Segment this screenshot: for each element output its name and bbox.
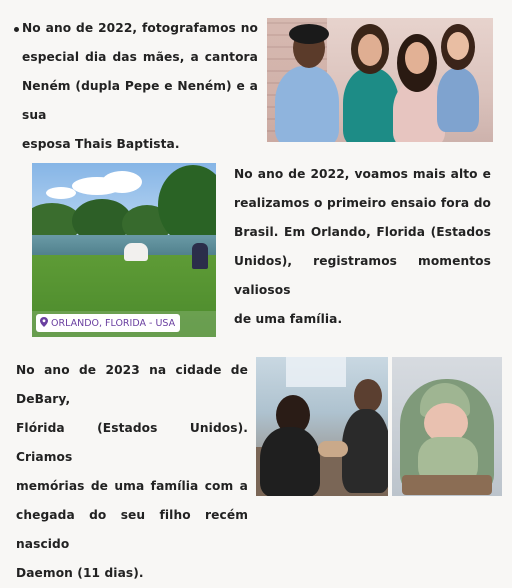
- section-1-line: esposa Thais Baptista.: [22, 137, 180, 151]
- cloud: [46, 187, 76, 199]
- man: [342, 409, 388, 493]
- section-2-line: No ano de 2022, voamos mais alto e: [234, 167, 491, 181]
- section-1-line: especial dia das mães, a cantora: [22, 50, 258, 64]
- person-hair: [289, 24, 329, 44]
- cloud: [102, 171, 142, 193]
- family-photo-mothers-day: [267, 18, 493, 142]
- section-3-line: No ano de 2023 na cidade de DeBary,: [16, 363, 248, 406]
- person-face: [358, 34, 382, 66]
- section-3: [16, 356, 248, 588]
- location-pin-icon: [40, 317, 48, 330]
- couple-with-baby-photo: [256, 357, 388, 496]
- orlando-park-photo: [32, 163, 216, 337]
- section-1-line: No ano de 2022, fotografamos no: [22, 21, 258, 35]
- window-light: [286, 357, 346, 387]
- basket: [402, 475, 492, 495]
- section-2-line: realizamos o primeiro ensaio fora do: [234, 196, 491, 210]
- bullet-dot: [14, 27, 19, 32]
- section-2-line: Unidos), registramos momentos valiosos: [234, 254, 491, 297]
- section-3-line: Daemon (11 dias).: [16, 566, 144, 580]
- section-1: [8, 14, 258, 159]
- person: [343, 68, 399, 142]
- person: [275, 66, 339, 142]
- photographer: [192, 243, 208, 269]
- location-badge: [36, 314, 180, 332]
- section-3-line: Flórida (Estados Unidos). Criamos: [16, 421, 248, 464]
- section-3-line: chegada do seu filho recém nascido: [16, 508, 248, 551]
- section-2: [234, 160, 491, 334]
- man-head: [354, 379, 382, 413]
- location-caption: ORLANDO, FLORIDA - USA: [51, 317, 176, 329]
- section-3-line: memórias de uma família com a: [16, 479, 248, 493]
- section-2-line: de uma família.: [234, 312, 343, 326]
- baby: [318, 441, 348, 457]
- person-face: [447, 32, 469, 60]
- section-2-line: Brasil. Em Orlando, Florida (Estados: [234, 225, 491, 239]
- section-1-line: Neném (dupla Pepe e Neném) e a sua: [22, 79, 258, 122]
- woman: [260, 427, 320, 496]
- person: [437, 68, 479, 132]
- newborn-photo: [392, 357, 502, 496]
- person-face: [405, 42, 429, 74]
- people-group: [124, 243, 148, 261]
